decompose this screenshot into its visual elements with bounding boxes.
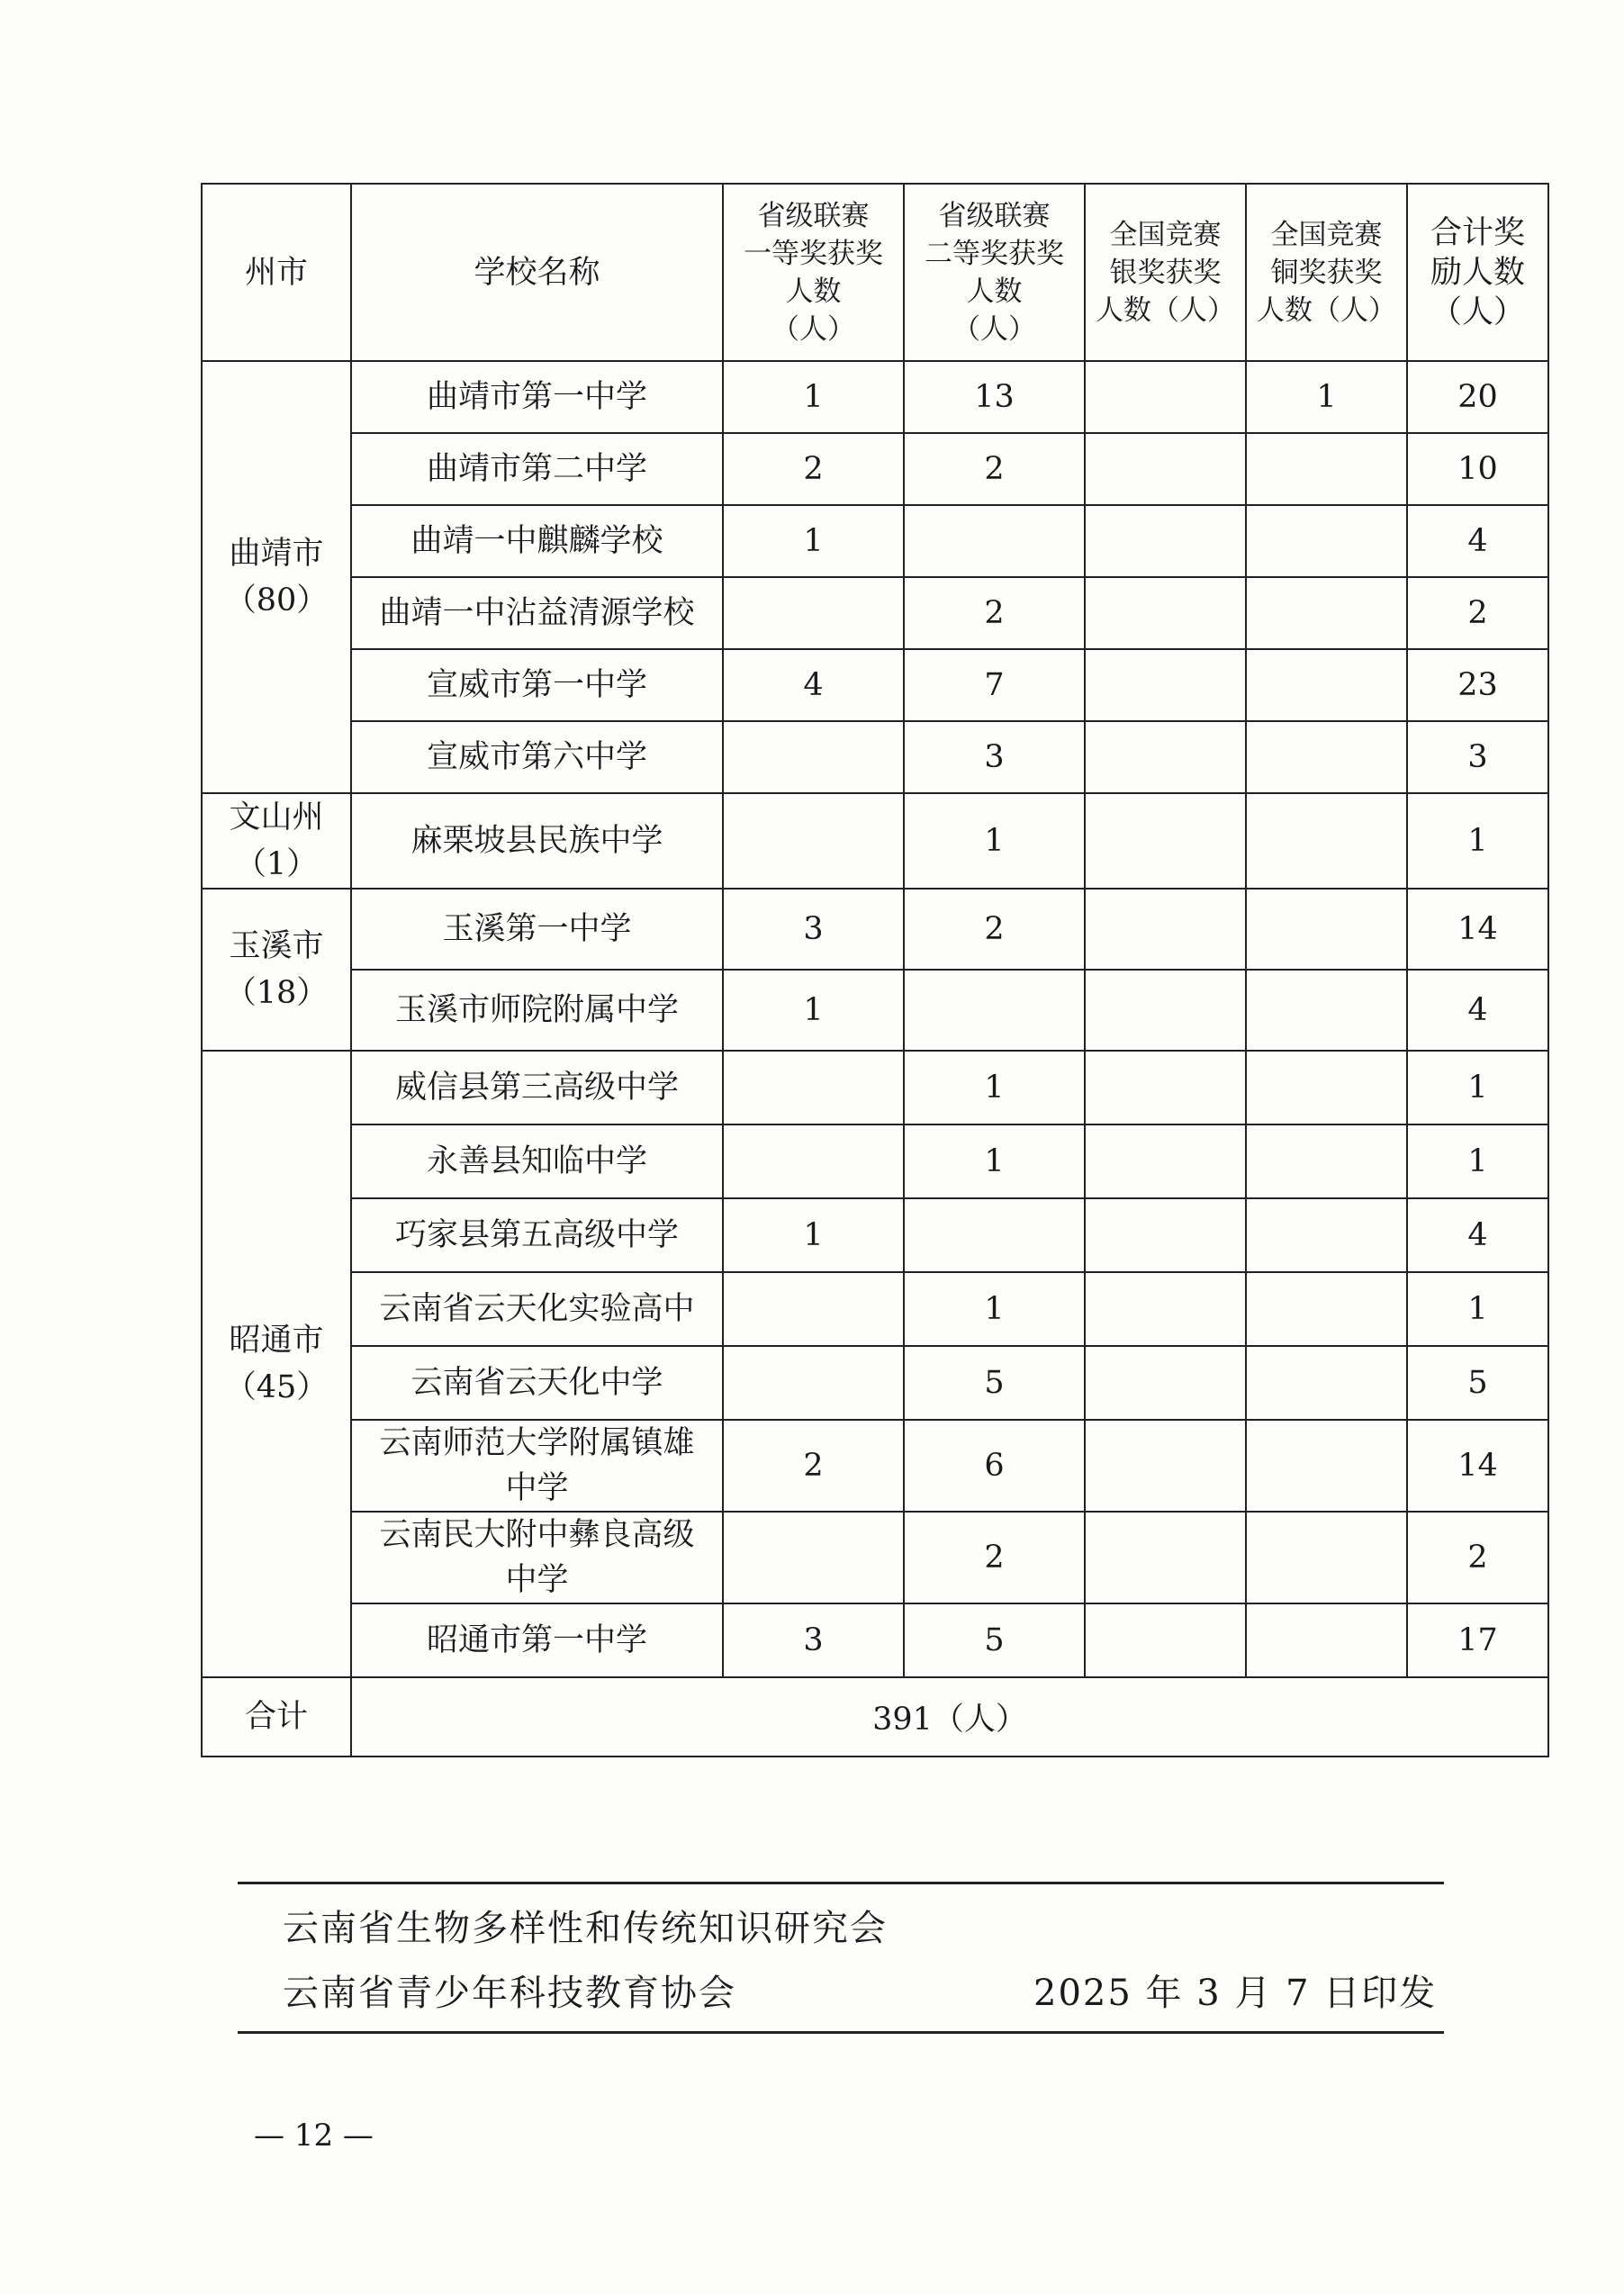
total-cell: 1 (1407, 1124, 1548, 1198)
table-body (202, 361, 1548, 1677)
total-cell: 1 (1407, 793, 1548, 889)
total-cell: 4 (1407, 1198, 1548, 1272)
total-cell: 2 (1407, 1512, 1548, 1603)
grand-total-cell (351, 1677, 1548, 1757)
table-row (202, 889, 1548, 970)
header-prov-first (723, 184, 904, 361)
nat-silver-cell (1085, 793, 1246, 889)
school-name-line: 云南省云天化中学 (411, 1365, 663, 1401)
total-cell: 17 (1407, 1603, 1548, 1677)
header-line: 全国竞赛 (1270, 218, 1383, 251)
nat-silver-cell (1085, 970, 1246, 1051)
total-cell: 1 (1407, 1051, 1548, 1124)
nat-silver-cell (1085, 1603, 1246, 1677)
header-prov-second (904, 184, 1085, 361)
prov-second-cell: 7 (904, 649, 1085, 721)
table-row (202, 721, 1548, 793)
table-row (202, 793, 1548, 889)
nat-bronze-cell (1246, 970, 1407, 1051)
prov-second-cell: 13 (904, 361, 1085, 433)
nat-silver-cell (1085, 577, 1246, 649)
total-cell: 10 (1407, 433, 1548, 505)
header-line: （人） (952, 312, 1036, 346)
prov-first-cell: 2 (723, 433, 904, 505)
school-name-cell (351, 433, 723, 505)
nat-bronze-cell (1246, 1603, 1407, 1677)
nat-bronze-cell (1246, 1346, 1407, 1420)
school-name-line: 中学 (505, 1470, 569, 1506)
nat-silver-cell (1085, 1051, 1246, 1124)
school-name-line: 玉溪市师院附属中学 (394, 992, 679, 1028)
header-total (1407, 184, 1548, 361)
nat-bronze-cell (1246, 721, 1407, 793)
grand-total-row (202, 1677, 1548, 1757)
school-name-line: 曲靖市第一中学 (426, 379, 647, 415)
prov-second-cell (904, 970, 1085, 1051)
nat-bronze-cell (1246, 1272, 1407, 1346)
header-line: 人数 (966, 275, 1023, 308)
school-name-line: 昭通市第一中学 (426, 1622, 647, 1658)
prov-first-cell (723, 577, 904, 649)
total-cell: 4 (1407, 505, 1548, 577)
header-line: 人数（人） (1257, 294, 1396, 327)
header-line: 银奖获奖 (1109, 256, 1222, 289)
nat-silver-cell (1085, 1272, 1246, 1346)
nat-silver-cell (1085, 1346, 1246, 1420)
prov-first-cell (723, 721, 904, 793)
footer-top-rule (238, 1882, 1444, 1884)
prov-second-cell: 3 (904, 721, 1085, 793)
total-cell: 2 (1407, 577, 1548, 649)
school-name-cell (351, 1512, 723, 1603)
header-line: 铜奖获奖 (1270, 256, 1383, 289)
table-row (202, 577, 1548, 649)
nat-silver-cell (1085, 721, 1246, 793)
school-name-cell (351, 577, 723, 649)
school-name-cell (351, 970, 723, 1051)
table-row (202, 361, 1548, 433)
header-line: 励人数 (1430, 254, 1525, 291)
city-line: 文山州 (229, 799, 324, 835)
table-row (202, 1512, 1548, 1603)
nat-bronze-cell (1246, 793, 1407, 889)
school-name-cell (351, 1198, 723, 1272)
table-row (202, 1272, 1548, 1346)
school-name-cell (351, 505, 723, 577)
header-line: （人） (771, 312, 855, 346)
city-cell (202, 1051, 351, 1677)
prov-first-cell: 1 (723, 361, 904, 433)
nat-silver-cell (1085, 1512, 1246, 1603)
nat-silver-cell (1085, 433, 1246, 505)
school-name-cell (351, 1124, 723, 1198)
table-row (202, 970, 1548, 1051)
school-name-line: 云南师范大学附属镇雄 (379, 1425, 695, 1461)
city-line: 曲靖市 (229, 536, 324, 572)
grand-total-label: 合计 (202, 1677, 351, 1757)
school-name-line: 曲靖一中麒麟学校 (411, 523, 663, 559)
nat-silver-cell (1085, 361, 1246, 433)
school-name-line: 中学 (505, 1562, 569, 1598)
school-name-cell (351, 793, 723, 889)
total-cell: 23 (1407, 649, 1548, 721)
nat-bronze-cell: 1 (1246, 361, 1407, 433)
total-cell: 20 (1407, 361, 1548, 433)
school-name-cell (351, 1603, 723, 1677)
prov-first-cell: 2 (723, 1420, 904, 1512)
footer-date: 2025 年 3 月 7 日印发 (1033, 1973, 1438, 2014)
nat-bronze-cell (1246, 1198, 1407, 1272)
page-number: — 12 — (254, 2118, 374, 2154)
school-name-line: 宣威市第六中学 (426, 739, 647, 775)
city-line: （1） (234, 846, 319, 882)
prov-first-cell: 1 (723, 970, 904, 1051)
prov-second-cell: 6 (904, 1420, 1085, 1512)
header-line: 全国竞赛 (1109, 218, 1222, 251)
school-name-line: 宣威市第一中学 (426, 667, 647, 703)
prov-first-cell: 1 (723, 1198, 904, 1272)
table-row (202, 1420, 1548, 1512)
nat-bronze-cell (1246, 889, 1407, 970)
prov-first-cell (723, 1512, 904, 1603)
header-line: 合计奖 (1430, 214, 1525, 251)
nat-bronze-cell (1246, 1124, 1407, 1198)
school-name-cell (351, 1272, 723, 1346)
table-row (202, 1051, 1548, 1124)
school-name-line: 巧家县第五高级中学 (394, 1217, 679, 1253)
footer-org-1: 云南省生物多样性和传统知识研究会 (283, 1908, 888, 1949)
school-name-line: 麻栗坡县民族中学 (411, 823, 663, 859)
table-row (202, 433, 1548, 505)
nat-bronze-cell (1246, 577, 1407, 649)
grand-total-value: 391 (872, 1702, 933, 1738)
prov-second-cell: 2 (904, 433, 1085, 505)
nat-silver-cell (1085, 505, 1246, 577)
prov-first-cell: 3 (723, 1603, 904, 1677)
table-row (202, 1124, 1548, 1198)
table-row (202, 1346, 1548, 1420)
prov-second-cell: 2 (904, 577, 1085, 649)
prov-second-cell (904, 505, 1085, 577)
prov-second-cell: 1 (904, 793, 1085, 889)
prov-first-cell (723, 1272, 904, 1346)
prov-second-cell: 1 (904, 1272, 1085, 1346)
city-cell (202, 793, 351, 889)
nat-bronze-cell (1246, 649, 1407, 721)
school-name-cell (351, 889, 723, 970)
header-school: 学校名称 (351, 184, 723, 361)
footer-bottom-rule (238, 2031, 1444, 2034)
school-name-cell (351, 361, 723, 433)
header-city: 州市 (202, 184, 351, 361)
prov-first-cell: 1 (723, 505, 904, 577)
table-row (202, 649, 1548, 721)
school-name-line: 云南民大附中彝良高级 (379, 1517, 695, 1553)
school-name-cell (351, 1051, 723, 1124)
footer-org-2: 云南省青少年科技教育协会 (283, 1973, 736, 2014)
school-name-line: 永善县知临中学 (426, 1143, 647, 1179)
prov-first-cell (723, 1346, 904, 1420)
nat-bronze-cell (1246, 1512, 1407, 1603)
total-cell: 3 (1407, 721, 1548, 793)
school-name-cell (351, 1346, 723, 1420)
total-cell: 5 (1407, 1346, 1548, 1420)
header-nat-silver (1085, 184, 1246, 361)
nat-silver-cell (1085, 649, 1246, 721)
prov-first-cell: 4 (723, 649, 904, 721)
prov-second-cell: 2 (904, 889, 1085, 970)
total-cell: 14 (1407, 1420, 1548, 1512)
header-nat-bronze (1246, 184, 1407, 361)
city-cell (202, 361, 351, 793)
nat-bronze-cell (1246, 1420, 1407, 1512)
prov-second-cell: 2 (904, 1512, 1085, 1603)
total-cell: 1 (1407, 1272, 1548, 1346)
prov-second-cell: 1 (904, 1124, 1085, 1198)
nat-bronze-cell (1246, 505, 1407, 577)
prov-first-cell: 3 (723, 889, 904, 970)
prov-first-cell (723, 1051, 904, 1124)
city-line: （80） (224, 583, 329, 619)
school-name-line: 威信县第三高级中学 (394, 1070, 679, 1106)
school-name-line: 云南省云天化实验高中 (379, 1291, 695, 1327)
nat-silver-cell (1085, 1124, 1246, 1198)
header-line: 人数 (785, 275, 842, 308)
school-name-cell (351, 649, 723, 721)
nat-bronze-cell (1246, 1051, 1407, 1124)
city-line: 昭通市 (229, 1323, 324, 1359)
nat-bronze-cell (1246, 433, 1407, 505)
school-name-line: 曲靖市第二中学 (426, 451, 647, 487)
prov-first-cell (723, 1124, 904, 1198)
header-line: 省级联赛 (938, 199, 1051, 232)
city-line: （18） (224, 975, 329, 1011)
prov-second-cell: 1 (904, 1051, 1085, 1124)
nat-silver-cell (1085, 1420, 1246, 1512)
school-name-cell (351, 721, 723, 793)
school-name-line: 曲靖一中沾益清源学校 (379, 595, 695, 631)
nat-silver-cell (1085, 1198, 1246, 1272)
nat-silver-cell (1085, 889, 1246, 970)
table-row (202, 505, 1548, 577)
prov-second-cell: 5 (904, 1346, 1085, 1420)
header-line: （人） (1430, 294, 1525, 330)
city-line: （45） (224, 1369, 329, 1405)
city-line: 玉溪市 (229, 928, 324, 964)
table-row (202, 1603, 1548, 1677)
total-cell: 4 (1407, 970, 1548, 1051)
header-row (202, 184, 1548, 361)
header-line: 省级联赛 (757, 199, 870, 232)
prov-second-cell: 5 (904, 1603, 1085, 1677)
table-row (202, 1198, 1548, 1272)
city-cell (202, 889, 351, 1051)
grand-total-unit: （人） (932, 1702, 1027, 1738)
total-cell: 14 (1407, 889, 1548, 970)
header-line: 一等奖获奖 (744, 237, 883, 270)
header-line: 人数（人） (1096, 294, 1235, 327)
school-name-line: 玉溪第一中学 (442, 911, 632, 947)
prov-second-cell (904, 1198, 1085, 1272)
prov-first-cell (723, 793, 904, 889)
header-line: 二等奖获奖 (925, 237, 1064, 270)
school-name-cell (351, 1420, 723, 1512)
awards-table (201, 183, 1549, 1757)
